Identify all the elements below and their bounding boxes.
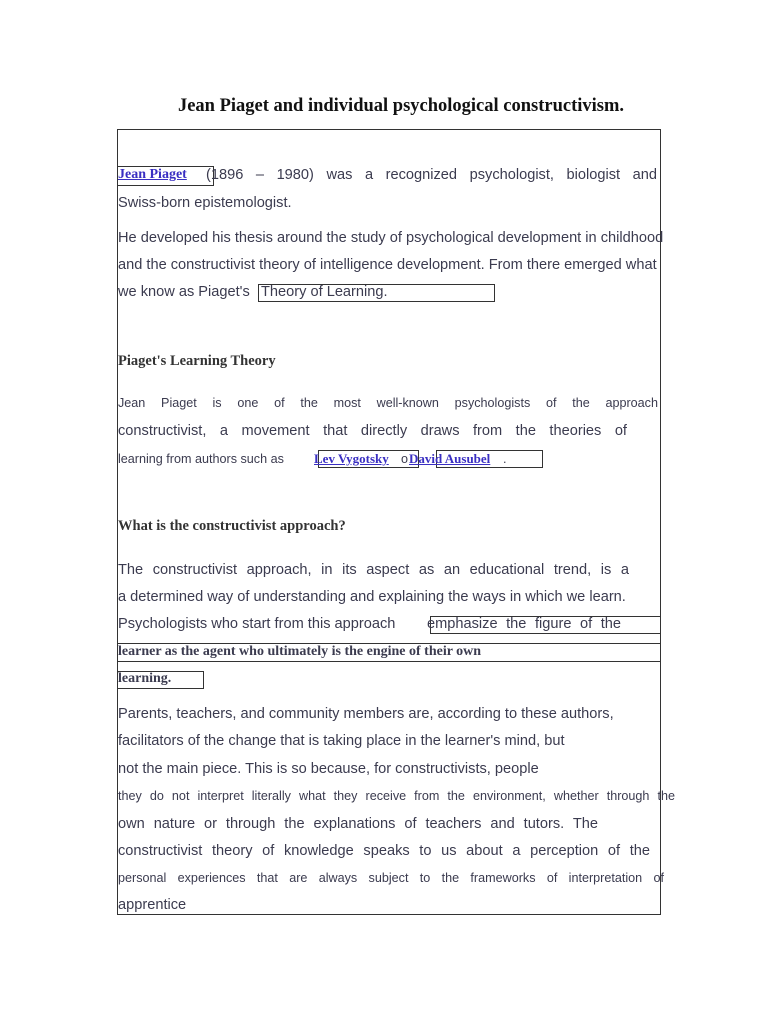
para2-line-2: and the constructivist theory of intelligence development. From there emerged what bbox=[118, 257, 657, 273]
para3-line-3-prefix: learning from authors such as bbox=[118, 452, 284, 466]
link-connector: o bbox=[401, 452, 409, 466]
para3-line-2: constructivist, a movement that directly draws from the theories of bbox=[118, 423, 627, 439]
author-link[interactable]: Jean Piaget bbox=[118, 167, 187, 182]
para5-line-6: constructivist theory of knowledge speaks to us about a perception of the bbox=[118, 843, 650, 859]
para2-line-3-prefix: we know as Piaget's bbox=[118, 284, 250, 300]
section-heading-constructivist-approach: What is the constructivist approach? bbox=[118, 518, 346, 534]
emphasis-line-3: learning. bbox=[118, 671, 172, 686]
ausubel-period: . bbox=[503, 452, 507, 466]
para5-line-2: facilitators of the change that is taking place in the learner's mind, but bbox=[118, 733, 565, 749]
para5-line-7: personal experiences that are always subject to the frameworks of interpretation of bbox=[118, 871, 664, 885]
emphasis-line-2: learner as the agent who ultimately is the engine of their own bbox=[118, 644, 482, 659]
ausubel-link[interactable]: David Ausubel bbox=[409, 451, 491, 466]
para4-line-3-prefix: Psychologists who start from this approach bbox=[118, 616, 396, 632]
para5-line-4: they do not interpret literally what they receive from the environment, whether through the bbox=[118, 789, 675, 803]
para3-line-1: Jean Piaget is one of the most well-known psychologists of the approach bbox=[118, 396, 658, 410]
intro-line-2: Swiss-born epistemologist. bbox=[118, 195, 292, 211]
intro-line-1: (1896 – 1980) was a recognized psychologist, biologist and bbox=[206, 167, 657, 183]
para2-line-1: He developed his thesis around the study of psychological development in childhood bbox=[118, 230, 664, 246]
para5-line-5: own nature or through the explanations of teachers and tutors. The bbox=[118, 816, 598, 832]
para4-line-2: a determined way of understanding and explaining the ways in which we learn. bbox=[118, 589, 626, 605]
emphasis-line-1: emphasize the figure of the bbox=[427, 616, 621, 632]
page-title: Jean Piaget and individual psychological constructivism. bbox=[177, 96, 625, 116]
para5-line-8: apprentice bbox=[118, 897, 187, 913]
para5-line-3: not the main piece. This is so because, for constructivists, people bbox=[118, 761, 539, 777]
para5-line-1: Parents, teachers, and community members are, according to these authors, bbox=[118, 706, 614, 722]
theory-link[interactable]: Theory of Learning. bbox=[261, 284, 388, 300]
para4-line-1: The constructivist approach, in its aspect as an educational trend, is a bbox=[118, 562, 629, 578]
section-heading-learning-theory: Piaget's Learning Theory bbox=[118, 353, 276, 369]
vygotsky-link[interactable]: Lev Vygotsky bbox=[314, 451, 389, 466]
